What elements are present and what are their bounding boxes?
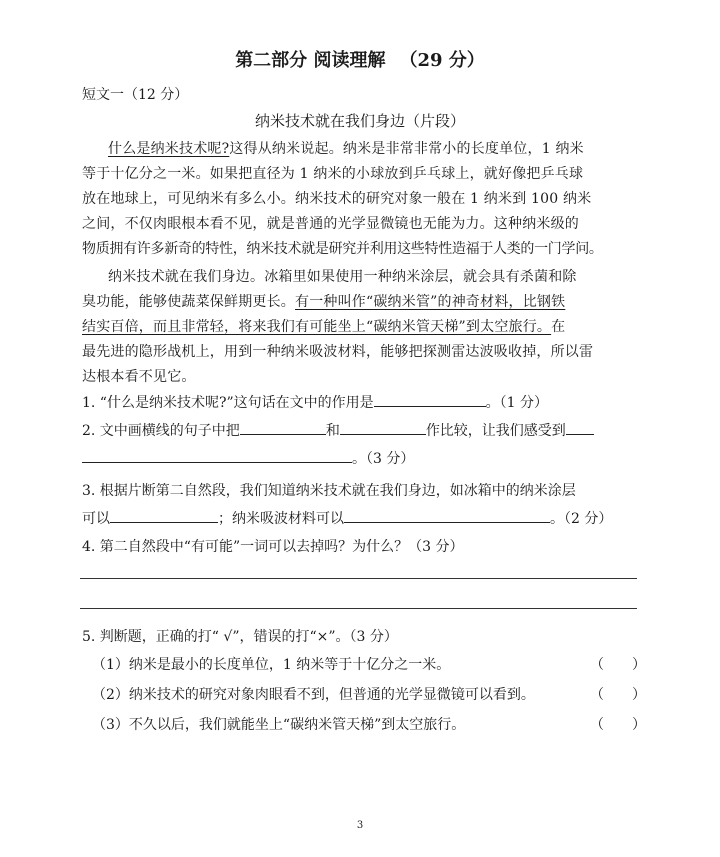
judge-item: （3）不久以后，我们就能坐上“碳纳米管天梯”到太空旅行。 (92, 717, 466, 733)
question-2-text: 2. 文中画横线的句子中把 (82, 423, 240, 439)
underlined-sentence: 有一种叫作“碳纳米管”的神奇材料，比钢铁 (295, 294, 566, 310)
question-3-text: 可以 (82, 511, 110, 527)
answer-parentheses[interactable]: （ ） (590, 657, 646, 673)
question-2-score: 。（3 分） (352, 451, 415, 467)
judge-item: （1）纳米是最小的长度单位，1 纳米等于十亿分之一米。 (92, 657, 451, 673)
underlined-question: 什么是纳米技术呢? (108, 141, 230, 157)
passage-line: 最先进的隐形战机上，用到一种纳米吸波材料，能够把探测雷达波吸收掉，所以雷 (82, 344, 594, 360)
passage-line: 之间，不仅肉眼根本看不见，就是普通的光学显微镜也无能为力。这种纳米级的 (82, 216, 579, 232)
answer-blank[interactable] (240, 420, 326, 435)
answer-parentheses[interactable]: （ ） (590, 687, 646, 703)
section-label: 短文一（12 分） (82, 87, 189, 103)
answer-blank[interactable] (340, 420, 426, 435)
question-3-score: 。（2 分） (550, 511, 613, 527)
passage-text: 在 (551, 319, 566, 335)
passage-line: 达根本看不见它。 (82, 369, 196, 385)
page-title (0, 46, 720, 72)
story-title: 纳米技术就在我们身边（片段） (254, 112, 465, 130)
title-score: （29 分） (399, 50, 485, 71)
passage-line (82, 316, 565, 336)
answer-line[interactable] (80, 608, 637, 609)
question-2-line2 (82, 448, 414, 468)
passage-text: 臭功能，能够使蔬菜保鲜期更长。 (82, 294, 295, 310)
passage-line (82, 291, 565, 311)
question-1 (82, 392, 548, 412)
title-text: 第二部分 阅读理解 (235, 50, 386, 71)
question-1-score: 。（1 分） (485, 395, 548, 411)
passage-line: 物质拥有许多新奇的特性，纳米技术就是研究并利用这些特性造福于人类的一门学问。 (82, 241, 603, 257)
answer-blank[interactable] (374, 392, 486, 407)
question-2 (82, 420, 594, 440)
question-3-text: ；纳米吸波材料可以 (218, 511, 344, 527)
question-5: 5. 判断题，正确的打“ √”，错误的打“×”。（3 分） (82, 629, 398, 645)
answer-blank[interactable] (110, 508, 218, 523)
passage-text: 这得从纳米说起。纳米是非常非常小的长度单位，1 纳米 (229, 141, 584, 157)
question-2-text: 和 (325, 423, 340, 439)
answer-blank[interactable] (344, 508, 550, 523)
answer-parentheses[interactable]: （ ） (590, 717, 646, 733)
passage-line (108, 138, 584, 158)
question-2-text: 作比较，让我们感受到 (425, 423, 566, 439)
answer-blank[interactable] (566, 420, 594, 435)
answer-blank[interactable] (82, 448, 352, 463)
passage-line: 等于十亿分之一米。如果把直径为 1 纳米的小球放到乒乓球上，就好像把乒乓球 (82, 166, 584, 182)
question-1-text: 1. “什么是纳米技术呢?”这句话在文中的作用是 (82, 395, 374, 411)
question-3: 3. 根据片断第二自然段，我们知道纳米技术就在我们身边，如冰箱中的纳米涂层 (82, 483, 576, 499)
passage-line: 放在地球上，可见纳米有多么小。纳米技术的研究对象一般在 1 纳米到 100 纳米 (82, 191, 592, 207)
question-3-line2 (82, 508, 612, 528)
passage-line: 纳米技术就在我们身边。冰箱里如果使用一种纳米涂层，就会具有杀菌和除 (108, 269, 577, 285)
judge-item: （2）纳米技术的研究对象肉眼看不到，但普通的光学显微镜可以看到。 (92, 687, 535, 703)
question-4: 4. 第二自然段中“有可能”一词可以去掉吗？为什么？（3 分） (82, 539, 464, 555)
answer-line[interactable] (80, 578, 637, 579)
page-number: 3 (356, 820, 364, 831)
underlined-sentence: 结实百倍，而且非常轻，将来我们有可能坐上“碳纳米管天梯”到太空旅行。 (82, 319, 552, 335)
